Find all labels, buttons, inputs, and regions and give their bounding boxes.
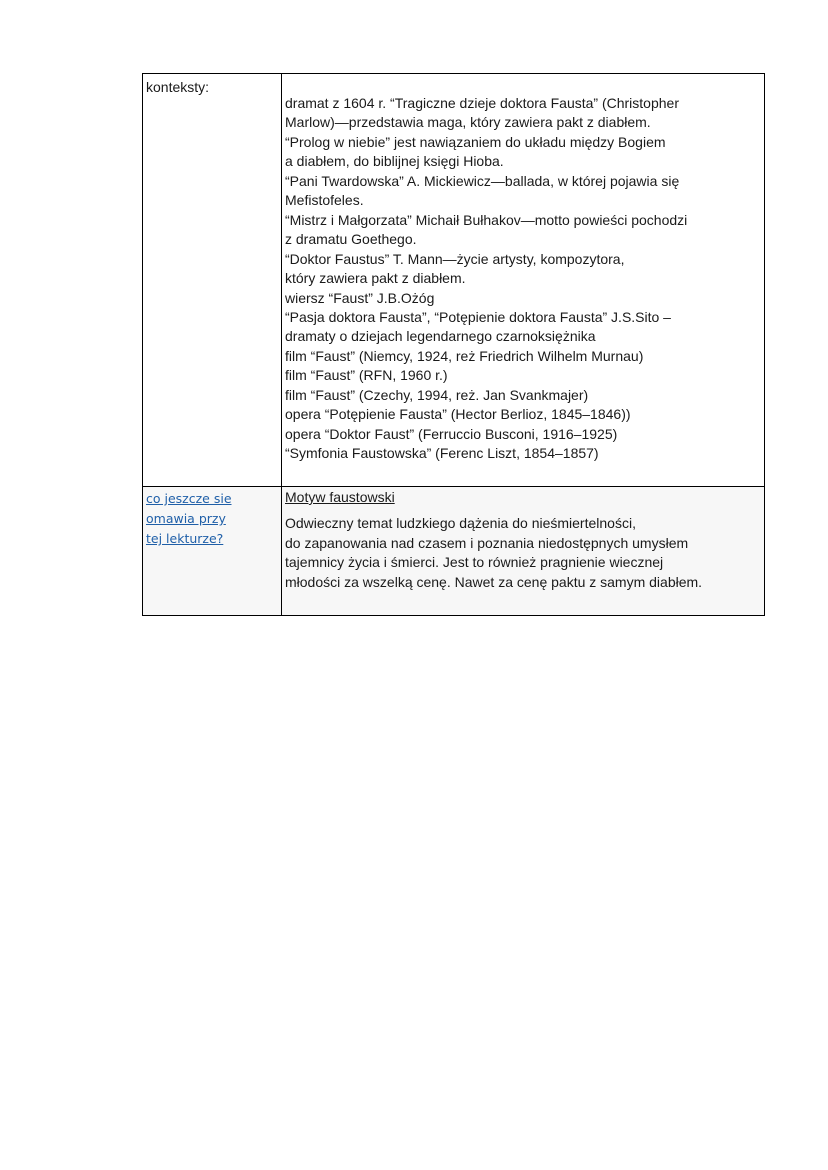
context-line: “Pani Twardowska” A. Mickiewicz—ballada, w której pojawia się xyxy=(285,172,680,189)
context-line: film “Faust” (Czechy, 1994, reż. Jan Svankmajer) xyxy=(285,386,589,403)
context-line: dramaty o dziejach legendarnego czarnoksiężnika xyxy=(285,328,596,345)
context-line: “Mistrz i Małgorzata” Michaił Bułhakov—motto powieści pochodzi xyxy=(285,211,688,228)
context-line: “Symfonia Faustowska” (Ferenc Liszt, 1854–1857) xyxy=(285,445,599,462)
context-line: “Doktor Faustus” T. Mann—życie artysty, kompozytora, xyxy=(285,250,625,267)
context-line: dramat z 1604 r. “Tragiczne dzieje doktora Fausta” (Christopher xyxy=(285,95,679,111)
contexts-label-cell xyxy=(143,74,282,487)
context-line: film “Faust” (Niemcy, 1924, reż Friedrich Wilhelm Murnau) xyxy=(285,347,644,364)
faust-motif-title: Motyw faustowski xyxy=(285,489,395,505)
faust-motif-line: młodości za wszelką cenę. Nawet za cenę paktu z samym diabłem. xyxy=(285,573,703,590)
lecture-notes-table xyxy=(142,73,765,616)
context-line: wiersz “Faust” J.B.Ożóg xyxy=(285,289,435,306)
context-line: opera “Doktor Faust” (Ferruccio Busconi, 1916–1925) xyxy=(285,425,618,442)
faust-motif-line: Odwieczny temat ludzkiego dążenia do nieśmiertelności, xyxy=(285,515,636,532)
context-line: Mefistofeles. xyxy=(285,192,364,209)
context-line: z dramatu Goethego. xyxy=(285,231,417,248)
table-row-faust-motif xyxy=(143,487,765,616)
table-row-contexts xyxy=(143,74,765,487)
context-line: opera “Potępienie Fausta” (Hector Berlioz, 1845–1846)) xyxy=(285,406,631,423)
contexts-label: konteksty: xyxy=(146,79,210,95)
discussion-link[interactable]: omawia przy xyxy=(146,511,226,526)
discussion-link-cell xyxy=(143,487,282,616)
faust-motif-line: tajemnicy życia i śmierci. Jest to również pragnienie wiecznej xyxy=(285,554,664,571)
context-line: “Prolog w niebie” jest nawiązaniem do układu między Bogiem xyxy=(285,133,666,150)
context-line: Marlow)—przedstawia maga, który zawiera pakt z diabłem. xyxy=(285,114,651,131)
faust-motif-cell xyxy=(282,487,765,616)
discussion-link[interactable]: co jeszcze sie xyxy=(146,491,232,506)
context-line: który zawiera pakt z diabłem. xyxy=(285,270,466,287)
context-line: a diabłem, do biblijnej księgi Hioba. xyxy=(285,153,504,170)
context-line: “Pasja doktora Fausta”, “Potępienie doktora Fausta” J.S.Sito – xyxy=(285,308,671,325)
context-line: film “Faust” (RFN, 1960 r.) xyxy=(285,367,448,384)
faust-motif-line: do zapanowania nad czasem i poznania niedostępnych umysłem xyxy=(285,534,689,551)
discussion-link[interactable]: tej lekturze? xyxy=(146,531,224,546)
contexts-content-cell xyxy=(282,74,765,487)
